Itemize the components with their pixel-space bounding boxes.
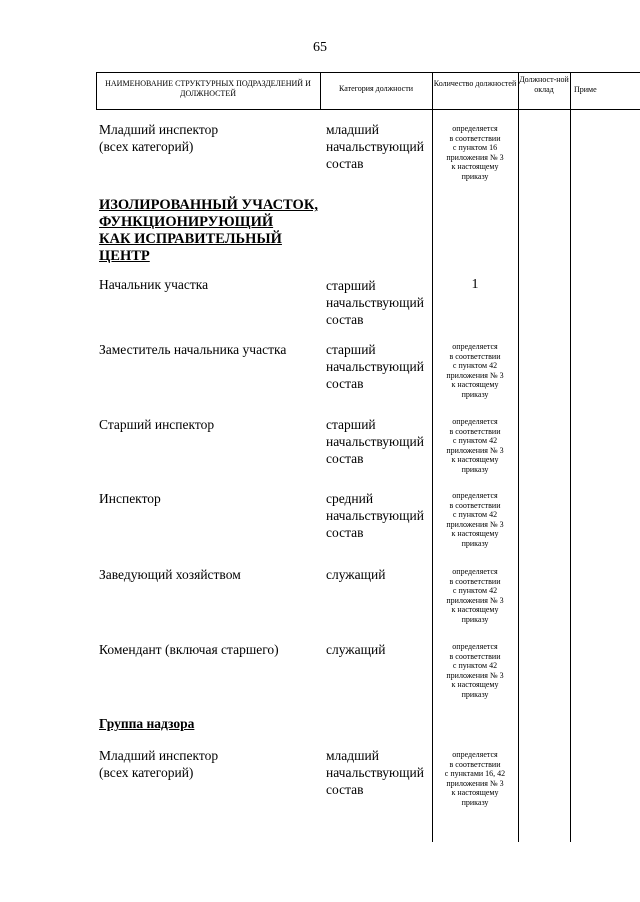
table-header-rule [96, 109, 640, 110]
position-name: Комендант (включая старшего) [99, 642, 279, 657]
position-quantity: определяется в соответствии с пунктом 42 приложения № 3 к настоящему приказу [446, 417, 504, 474]
position-quantity: определяется в соответствии с пунктом 16 приложения № 3 к настоящему приказу [446, 124, 504, 181]
section-title: Группа надзора [99, 716, 195, 731]
header-quantity: Количество должностей [433, 79, 517, 88]
position-category: старший начальствующий состав [326, 342, 424, 391]
table-col-divider [570, 72, 571, 842]
position-name: Заведующий хозяйством [99, 567, 241, 582]
position-name: Инспектор [99, 491, 161, 506]
header-category: Категория должности [339, 84, 413, 93]
position-quantity: определяется в соответствии с пунктами 16, 42 приложения № 3 к настоящему приказу [444, 750, 506, 807]
position-quantity: определяется в соответствии с пунктом 42 приложения № 3 к настоящему приказу [446, 491, 504, 548]
position-category: младший начальствующий состав [326, 122, 424, 171]
table-col-divider [518, 72, 519, 842]
position-category: служащий [326, 567, 386, 582]
section-title: ИЗОЛИРОВАННЫЙ УЧАСТОК, ФУНКЦИОНИРУЮЩИЙ КАК ИСПРАВИТЕЛЬНЫЙ ЦЕНТР [99, 197, 318, 264]
position-name: Старший инспектор [99, 417, 215, 432]
header-note: Приме [574, 85, 597, 94]
position-name: Заместитель начальника участка [99, 342, 287, 357]
position-category: средний начальствующий состав [326, 491, 424, 540]
position-name: Младший инспектор (всех категорий) [99, 748, 219, 780]
position-category: старший начальствующий состав [326, 278, 424, 327]
position-quantity: определяется в соответствии с пунктом 42 приложения № 3 к настоящему приказу [446, 642, 504, 699]
position-category: старший начальствующий состав [326, 417, 424, 466]
position-quantity: 1 [471, 277, 479, 292]
table-top-rule [96, 72, 640, 73]
position-name: Младший инспектор (всех категорий) [99, 122, 219, 154]
position-name: Начальник участка [99, 277, 209, 292]
position-quantity: определяется в соответствии с пунктом 42 приложения № 3 к настоящему приказу [446, 342, 504, 399]
position-category: служащий [326, 642, 386, 657]
header-name: НАИМЕНОВАНИЕ СТРУКТУРНЫХ ПОДРАЗДЕЛЕНИЙ И ДОЛЖНОСТЕЙ [105, 79, 311, 98]
page-number: 65 [313, 40, 327, 55]
header-salary: Должност-ной оклад [519, 75, 569, 94]
position-category: младший начальствующий состав [326, 748, 424, 797]
position-quantity: определяется в соответствии с пунктом 42 приложения № 3 к настоящему приказу [446, 567, 504, 624]
